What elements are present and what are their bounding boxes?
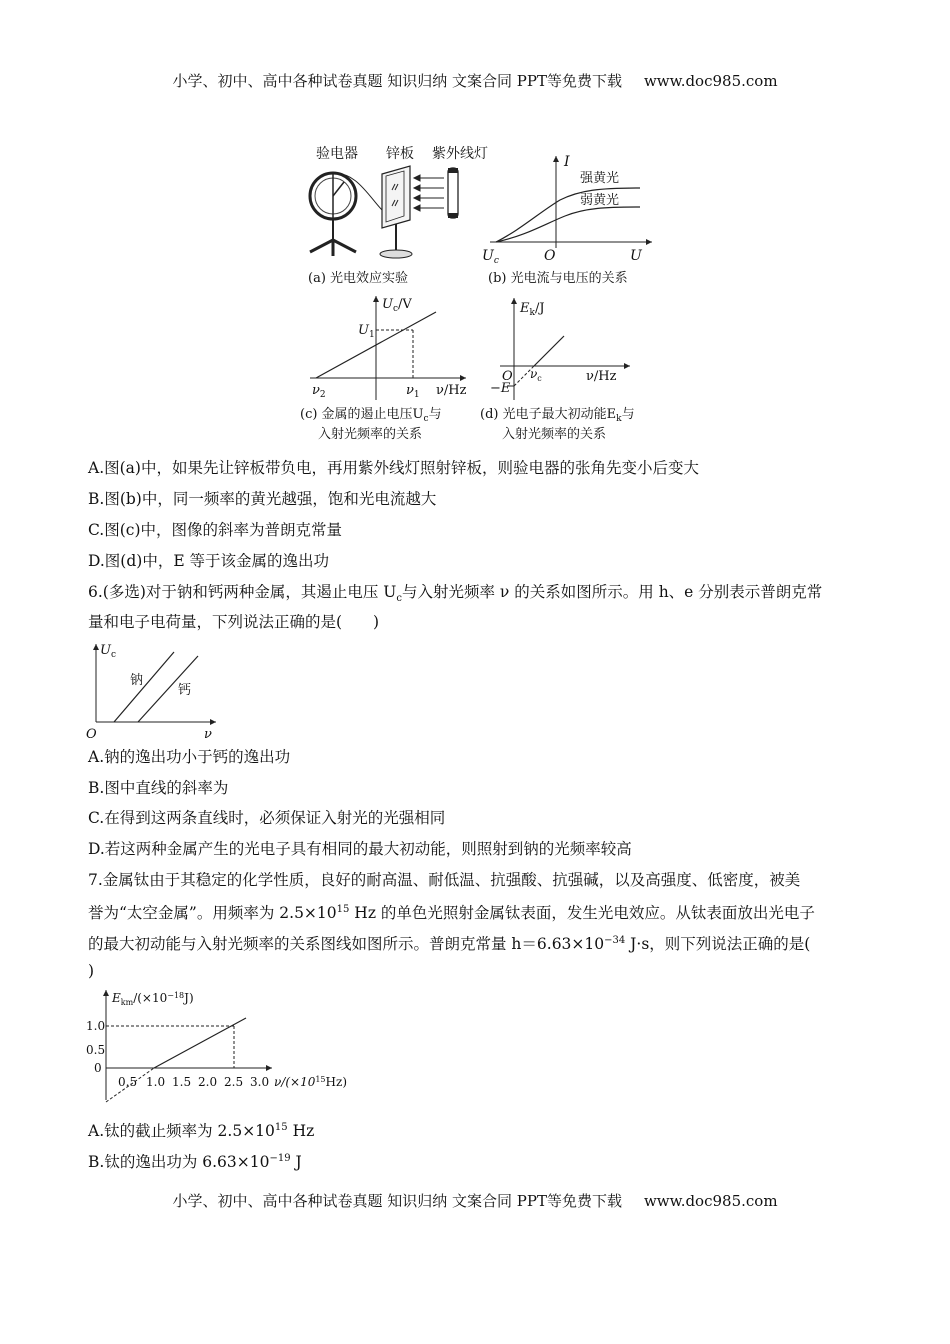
q7-xtick-20: 2.0: [198, 1075, 218, 1089]
q7-figure: [86, 986, 366, 1108]
q6-origin: O: [86, 727, 97, 742]
q6-option-d: D.若这两种金属产生的光电子具有相同的最大初动能，则照射到钠的光频率较高: [88, 840, 632, 858]
q6-axis-y: $U_c$: [100, 643, 117, 660]
q7-axis-y: $E_{km}/(\times 10^{-18}J)$: [112, 991, 194, 1007]
q7-stem-line2: 誉为“太空金属”。用频率为 $2.5\times 10^{15}$ Hz 的单色光照射金属钛表面，发生光电效应。从钛表面放出光电子: [88, 904, 815, 923]
footer-site: www.doc985.com: [643, 1192, 778, 1210]
figure-d-kinetic-energy: [480, 290, 670, 450]
caption-c-line1: (c) 金属的遏止电压$U_c$与: [300, 407, 442, 424]
uv-rays-icon: [414, 175, 444, 211]
label-weak-yellow: 弱黄光: [580, 193, 620, 208]
caption-c-line2: 入射光频率的关系: [318, 427, 423, 442]
axis-b-x: U: [630, 248, 642, 264]
header-text: 小学、初中、高中各种试卷真题 知识归纳 文案合同 PPT等免费下载: [172, 72, 622, 90]
label-electroscope: 验电器: [316, 146, 358, 162]
q7-xtick-25: 2.5: [224, 1075, 244, 1089]
axis-c-x: ν/Hz: [436, 383, 467, 398]
origin-d: O: [502, 369, 513, 384]
axis-d-x: ν/Hz: [586, 369, 617, 384]
footer-text: 小学、初中、高中各种试卷真题 知识归纳 文案合同 PPT等免费下载: [172, 1192, 622, 1210]
figure-c-stopping-voltage: [296, 290, 486, 450]
q7-xtick-10: 1.0: [146, 1075, 166, 1089]
q7-axis-x: $\nu/(\times 10^{15}Hz)$: [274, 1075, 347, 1089]
caption-a: (a) 光电效应实验: [308, 271, 409, 286]
page-header: [0, 70, 950, 91]
origin-b: O: [544, 248, 556, 264]
q7-xtick-05: 0.5: [118, 1075, 138, 1089]
page-footer: [0, 1190, 950, 1211]
q6-label-sodium: 钠: [130, 673, 144, 688]
caption-b: (b) 光电流与电压的关系: [488, 271, 628, 286]
q7-option-b: B.钛的逸出功为 $6.63\times 10^{-19}$ J: [88, 1153, 302, 1172]
q6-axis-x: ν: [204, 727, 212, 742]
q7-stem-line1: 7.金属钛由于其稳定的化学性质，良好的耐高温、耐低温、抗强酸、抗强碱，以及高强度、低密度，被美: [88, 871, 801, 889]
neg-e-d: −E: [490, 381, 511, 396]
caption-d-line1: (d) 光电子最大初动能$E_k$与: [480, 407, 635, 424]
line-d: [534, 336, 564, 366]
q5-option-c: C.图(c)中，图像的斜率为普朗克常量: [88, 521, 343, 539]
figure-b-current-voltage: [480, 150, 660, 290]
nu2-c: $\nu_2$: [312, 383, 326, 400]
q7-stem-line4: ): [88, 962, 95, 980]
u1-c: $U_1$: [358, 323, 375, 340]
q5-option-d: D.图(d)中，E 等于该金属的逸出功: [88, 552, 330, 570]
q5-option-b: B.图(b)中，同一频率的黄光越强，饱和光电流越大: [88, 490, 437, 508]
q6-line-sodium: [114, 652, 174, 722]
q6-label-calcium: 钙: [178, 683, 192, 698]
label-zinc-plate: 锌板: [386, 146, 414, 162]
uv-lamp-icon: [448, 168, 458, 218]
q7-ytick-05: 0.5: [86, 1043, 106, 1057]
uc-b: $U_c$: [482, 248, 499, 266]
q7-option-a: A.钛的截止频率为 $2.5\times 10^{15}$ Hz: [88, 1122, 315, 1141]
q6-option-a: A.钠的逸出功小于钙的逸出功: [88, 748, 291, 766]
nuc-d: $\nu_c$: [530, 367, 542, 383]
figure-a-photoelectric-experiment: [296, 140, 506, 290]
nu1-c: $\nu_1$: [406, 383, 420, 400]
q7-xtick-15: 1.5: [172, 1075, 192, 1089]
electroscope-icon: [310, 173, 384, 256]
zinc-plate-icon: [380, 166, 412, 258]
q6-option-c: C.在得到这两条直线时，必须保证入射光的光强相同: [88, 809, 446, 827]
curve-weak-yellow: [496, 207, 640, 242]
q6-option-b: B.图中直线的斜率为: [88, 779, 229, 797]
axis-b-y: I: [564, 154, 570, 170]
q7-ytick-0: 0: [94, 1061, 102, 1075]
label-strong-yellow: 强黄光: [580, 171, 620, 186]
label-uv-lamp: 紫外线灯: [432, 146, 488, 162]
header-site: www.doc985.com: [643, 72, 778, 90]
q6-figure: [86, 640, 226, 745]
q7-stem-line3: 的最大初动能与入射光频率的关系图线如图所示。普朗克常量 $h=6.63\times 10^{-34}$ J·s，则下列说法正确的是(: [88, 935, 811, 954]
axis-c-y: $U_c/V$: [382, 297, 412, 314]
axis-d-y: $E_k/J$: [520, 301, 545, 318]
q7-xtick-30: 3.0: [250, 1075, 270, 1089]
q5-option-a: A.图(a)中，如果先让锌板带负电，再用紫外线灯照射锌板，则验电器的张角先变小后变大: [88, 459, 699, 477]
q6-stem-line2: 量和电子电荷量，下列说法正确的是( ): [88, 613, 380, 631]
q6-stem-line1: 6.(多选)对于钠和钙两种金属，其遏止电压 $U_c$与入射光频率 ν 的关系如图所示。用 h、e 分别表示普朗克常: [88, 583, 823, 605]
q7-ytick-1: 1.0: [86, 1019, 106, 1033]
caption-d-line2: 入射光频率的关系: [502, 427, 607, 442]
